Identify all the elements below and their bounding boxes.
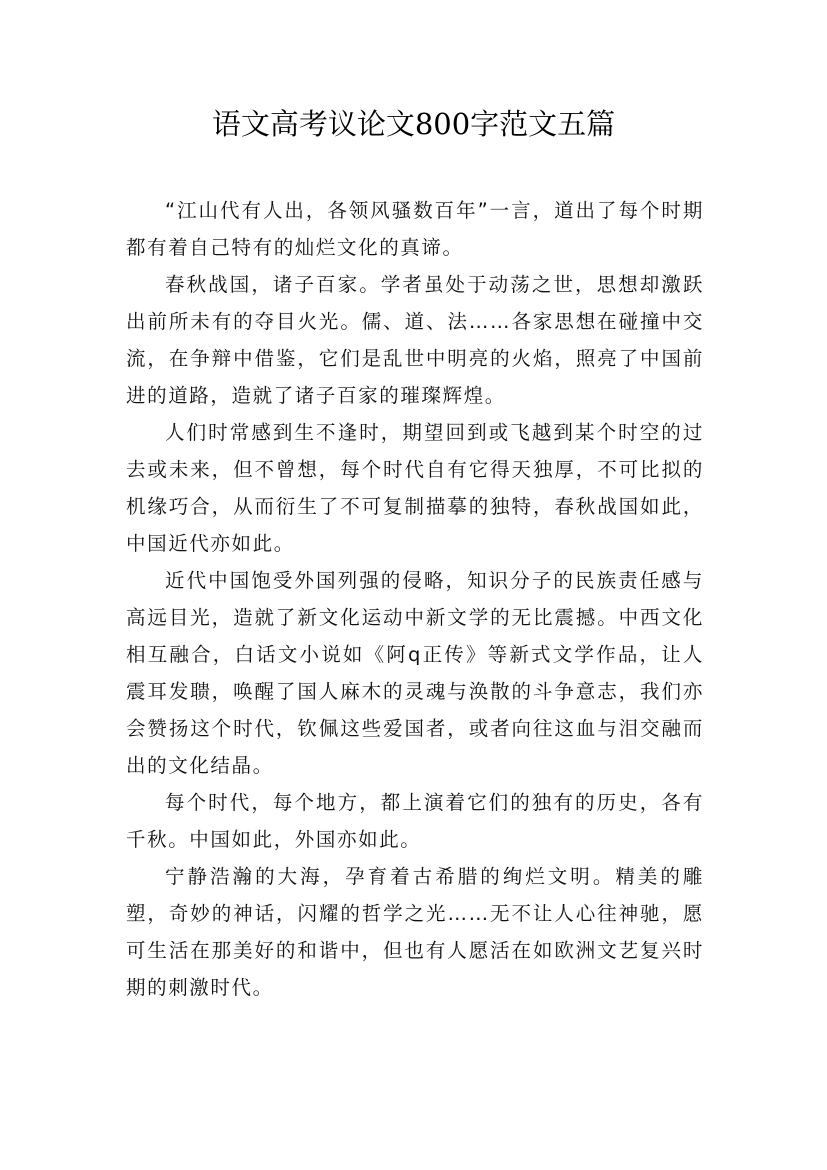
paragraph: 人们时常感到生不逢时，期望回到或飞越到某个时空的过去或未来，但不曾想，每个时代自有它得天独厚，不可比拟的机缘巧合，从而衍生了不可复制描摹的独特，春秋战国如此，中国近代亦如此。 [126, 421, 704, 555]
paragraph: 每个时代，每个地方，都上演着它们的独有的历史，各有千秋。中国如此，外国亦如此。 [126, 791, 704, 851]
paragraph: “江山代有人出，各领风骚数百年”一言，道出了每个时期都有着自己特有的灿烂文化的真谛。 [126, 199, 704, 259]
paragraph: 宁静浩瀚的大海，孕育着古希腊的绚烂文明。精美的雕塑，奇妙的神话，闪耀的哲学之光……无不让人心往神驰，愿可生活在那美好的和谐中，但也有人愿活在如欧洲文艺复兴时期的刺激时代。 [126, 865, 704, 999]
paragraph: 近代中国饱受外国列强的侵略，知识分子的民族责任感与高远目光，造就了新文化运动中新文学的无比震撼。中西文化相互融合，白话文小说如《阿q正传》等新式文学作品，让人震耳发聩，唤醒了国人麻木的灵魂与涣散的斗争意志，我们亦会赞扬这个时代，钦佩这些爱国者，或者向往这血与泪交融而出的文化结晶。 [126, 569, 704, 777]
paragraph: 春秋战国，诸子百家。学者虽处于动荡之世，思想却激跃出前所未有的夺目火光。儒、道、法……各家思想在碰撞中交流，在争辩中借鉴，它们是乱世中明亮的火焰，照亮了中国前进的道路，造就了诸子百家的璀璨辉煌。 [126, 273, 704, 407]
document-title: 语文高考议论文800字范文五篇 [211, 107, 616, 141]
document-body [126, 192, 704, 1006]
